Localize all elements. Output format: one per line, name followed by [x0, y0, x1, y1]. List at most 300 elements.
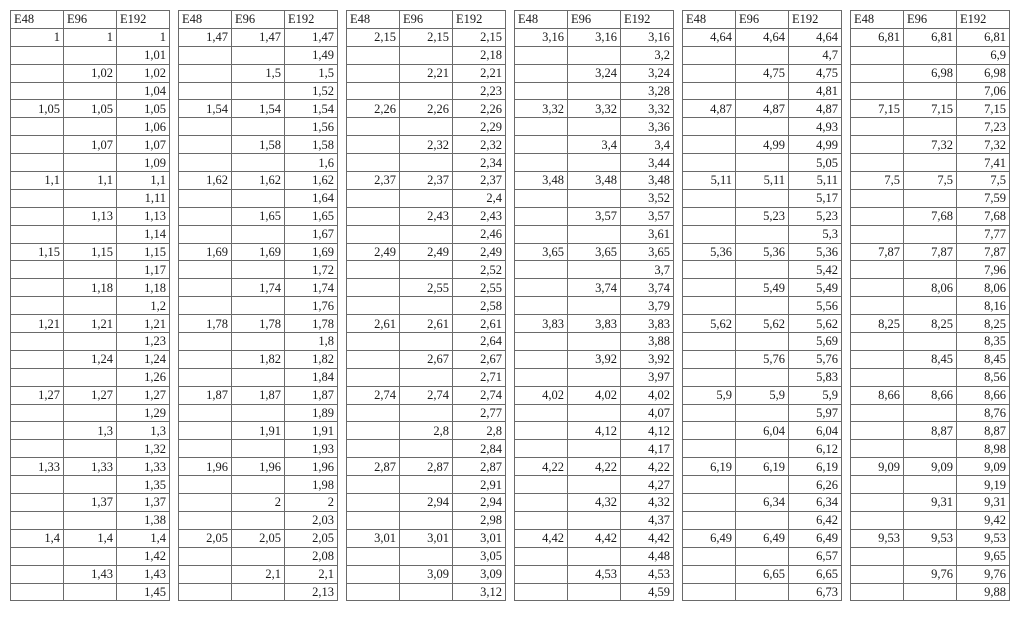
table-row — [683, 154, 842, 172]
table-row — [515, 333, 674, 351]
cell-e192: 1,17 — [117, 261, 170, 279]
table-row — [347, 476, 506, 494]
cell-e48 — [515, 154, 568, 172]
cell-e192: 7,23 — [957, 118, 1010, 136]
cell-e96: 6,81 — [904, 28, 957, 46]
cell-e48: 5,36 — [683, 243, 736, 261]
cell-e48 — [11, 333, 64, 351]
cell-e48 — [11, 547, 64, 565]
cell-e96 — [232, 476, 285, 494]
table-row — [515, 100, 674, 118]
column-header-e48: E48 — [179, 11, 232, 29]
table-row — [11, 440, 170, 458]
cell-e48 — [179, 511, 232, 529]
cell-e192: 3,12 — [453, 583, 506, 601]
cell-e48: 1,15 — [11, 243, 64, 261]
table-row — [515, 458, 674, 476]
cell-e96 — [400, 333, 453, 351]
cell-e192: 1,54 — [285, 100, 338, 118]
cell-e48 — [347, 118, 400, 136]
cell-e96 — [64, 440, 117, 458]
table-row — [851, 297, 1010, 315]
cell-e96: 6,49 — [736, 529, 789, 547]
cell-e48 — [11, 154, 64, 172]
cell-e96: 9,09 — [904, 458, 957, 476]
cell-e96 — [904, 189, 957, 207]
cell-e48: 1,47 — [179, 28, 232, 46]
cell-e96: 2,05 — [232, 529, 285, 547]
cell-e48 — [515, 350, 568, 368]
table-row — [347, 583, 506, 601]
cell-e96: 6,19 — [736, 458, 789, 476]
cell-e192: 8,25 — [957, 315, 1010, 333]
header-row — [515, 11, 674, 29]
cell-e192: 1,4 — [117, 529, 170, 547]
cell-e96: 1,27 — [64, 386, 117, 404]
cell-e192: 4,22 — [621, 458, 674, 476]
cell-e192: 1,69 — [285, 243, 338, 261]
cell-e192: 3,74 — [621, 279, 674, 297]
cell-e192: 7,06 — [957, 82, 1010, 100]
cell-e48 — [179, 297, 232, 315]
cell-e192: 1,06 — [117, 118, 170, 136]
cell-e96 — [568, 189, 621, 207]
cell-e192: 1,13 — [117, 207, 170, 225]
cell-e96: 1,62 — [232, 172, 285, 190]
cell-e96 — [568, 368, 621, 386]
cell-e96 — [736, 368, 789, 386]
cell-e192: 2,52 — [453, 261, 506, 279]
cell-e192: 7,5 — [957, 172, 1010, 190]
table-row — [515, 565, 674, 583]
cell-e192: 5,62 — [789, 315, 842, 333]
cell-e48 — [683, 225, 736, 243]
table-row — [11, 350, 170, 368]
cell-e96 — [568, 583, 621, 601]
cell-e96 — [400, 189, 453, 207]
cell-e192: 2,84 — [453, 440, 506, 458]
cell-e96: 2,21 — [400, 64, 453, 82]
header-row — [179, 11, 338, 29]
cell-e96 — [232, 368, 285, 386]
cell-e96 — [736, 333, 789, 351]
cell-e192: 4,93 — [789, 118, 842, 136]
table-row — [851, 207, 1010, 225]
cell-e48: 2,26 — [347, 100, 400, 118]
table-row — [851, 529, 1010, 547]
cell-e96: 1,5 — [232, 64, 285, 82]
column-header-e48: E48 — [515, 11, 568, 29]
cell-e96 — [232, 297, 285, 315]
cell-e96: 8,66 — [904, 386, 957, 404]
cell-e96 — [904, 476, 957, 494]
cell-e96: 2,87 — [400, 458, 453, 476]
cell-e96 — [736, 118, 789, 136]
series-block-1 — [10, 10, 170, 601]
cell-e48 — [11, 511, 64, 529]
table-row — [851, 458, 1010, 476]
table-row — [683, 440, 842, 458]
cell-e192: 7,41 — [957, 154, 1010, 172]
column-header-e96: E96 — [232, 11, 285, 29]
cell-e48 — [683, 64, 736, 82]
table-row — [683, 368, 842, 386]
cell-e96 — [568, 82, 621, 100]
cell-e192: 8,45 — [957, 350, 1010, 368]
cell-e96: 1,07 — [64, 136, 117, 154]
cell-e48: 9,53 — [851, 529, 904, 547]
table-row — [347, 368, 506, 386]
cell-e96: 4,42 — [568, 529, 621, 547]
cell-e48 — [179, 154, 232, 172]
cell-e192: 1,29 — [117, 404, 170, 422]
table-row — [179, 225, 338, 243]
cell-e96 — [736, 297, 789, 315]
cell-e96 — [736, 82, 789, 100]
column-header-e96: E96 — [400, 11, 453, 29]
table-row — [179, 297, 338, 315]
cell-e96: 1,74 — [232, 279, 285, 297]
table-row — [179, 279, 338, 297]
cell-e96: 8,45 — [904, 350, 957, 368]
cell-e48: 6,81 — [851, 28, 904, 46]
cell-e48 — [11, 368, 64, 386]
cell-e48 — [851, 476, 904, 494]
cell-e192: 5,69 — [789, 333, 842, 351]
cell-e192: 2,18 — [453, 46, 506, 64]
cell-e48 — [347, 547, 400, 565]
cell-e48 — [515, 368, 568, 386]
table-row — [851, 100, 1010, 118]
table-row — [11, 511, 170, 529]
cell-e192: 4,99 — [789, 136, 842, 154]
cell-e48 — [347, 565, 400, 583]
table-row — [851, 494, 1010, 512]
cell-e192: 8,66 — [957, 386, 1010, 404]
cell-e192: 2,05 — [285, 529, 338, 547]
cell-e192: 3,2 — [621, 46, 674, 64]
table-row — [11, 189, 170, 207]
cell-e96 — [904, 261, 957, 279]
cell-e192: 7,32 — [957, 136, 1010, 154]
cell-e48 — [683, 136, 736, 154]
cell-e48 — [851, 333, 904, 351]
cell-e192: 1,26 — [117, 368, 170, 386]
cell-e48: 3,01 — [347, 529, 400, 547]
cell-e192: 3,32 — [621, 100, 674, 118]
table-row — [515, 46, 674, 64]
table-row — [11, 368, 170, 386]
cell-e96: 1 — [64, 28, 117, 46]
cell-e96 — [568, 118, 621, 136]
cell-e48 — [11, 261, 64, 279]
cell-e48 — [851, 225, 904, 243]
table-row — [851, 189, 1010, 207]
table-row — [11, 476, 170, 494]
table-row — [515, 28, 674, 46]
cell-e192: 3,61 — [621, 225, 674, 243]
cell-e96 — [232, 404, 285, 422]
cell-e48 — [347, 583, 400, 601]
cell-e48 — [347, 279, 400, 297]
cell-e192: 1,87 — [285, 386, 338, 404]
cell-e192: 1,38 — [117, 511, 170, 529]
cell-e48: 8,66 — [851, 386, 904, 404]
cell-e192: 7,59 — [957, 189, 1010, 207]
cell-e48 — [683, 440, 736, 458]
cell-e96: 5,11 — [736, 172, 789, 190]
cell-e96: 6,34 — [736, 494, 789, 512]
table-row — [683, 476, 842, 494]
table-row — [347, 243, 506, 261]
cell-e96 — [64, 404, 117, 422]
table-row — [683, 547, 842, 565]
table-row — [347, 64, 506, 82]
cell-e96: 1,1 — [64, 172, 117, 190]
table-row — [179, 583, 338, 601]
cell-e96: 2,37 — [400, 172, 453, 190]
cell-e96 — [904, 583, 957, 601]
table-row — [683, 333, 842, 351]
cell-e192: 6,57 — [789, 547, 842, 565]
table-row — [11, 118, 170, 136]
cell-e192: 3,7 — [621, 261, 674, 279]
cell-e48 — [179, 279, 232, 297]
table-row — [179, 511, 338, 529]
cell-e96: 5,76 — [736, 350, 789, 368]
cell-e48: 1,69 — [179, 243, 232, 261]
cell-e96 — [400, 368, 453, 386]
cell-e192: 2,08 — [285, 547, 338, 565]
cell-e48 — [179, 136, 232, 154]
cell-e96: 3,16 — [568, 28, 621, 46]
table-row — [347, 136, 506, 154]
cell-e48: 6,19 — [683, 458, 736, 476]
cell-e48 — [179, 350, 232, 368]
column-header-e96: E96 — [904, 11, 957, 29]
table-row — [851, 368, 1010, 386]
table-row — [347, 207, 506, 225]
cell-e192: 4,27 — [621, 476, 674, 494]
table-row — [515, 476, 674, 494]
table-row — [683, 118, 842, 136]
cell-e48: 2,49 — [347, 243, 400, 261]
cell-e96: 6,98 — [904, 64, 957, 82]
cell-e96 — [736, 583, 789, 601]
table-row — [347, 279, 506, 297]
table-row — [11, 333, 170, 351]
table-row — [11, 297, 170, 315]
table-row — [347, 422, 506, 440]
cell-e96: 4,53 — [568, 565, 621, 583]
table-row — [851, 279, 1010, 297]
cell-e192: 2,67 — [453, 350, 506, 368]
column-header-e192: E192 — [621, 11, 674, 29]
cell-e96 — [568, 440, 621, 458]
cell-e192: 8,06 — [957, 279, 1010, 297]
cell-e48 — [515, 46, 568, 64]
cell-e48 — [11, 422, 64, 440]
cell-e96: 8,87 — [904, 422, 957, 440]
cell-e96: 5,62 — [736, 315, 789, 333]
table-row — [347, 529, 506, 547]
cell-e48 — [515, 440, 568, 458]
table-row — [347, 565, 506, 583]
cell-e96: 5,49 — [736, 279, 789, 297]
cell-e96: 4,64 — [736, 28, 789, 46]
cell-e192: 2,98 — [453, 511, 506, 529]
cell-e48 — [683, 547, 736, 565]
cell-e192: 2,94 — [453, 494, 506, 512]
cell-e48 — [347, 154, 400, 172]
table-row — [683, 529, 842, 547]
cell-e48: 1,4 — [11, 529, 64, 547]
cell-e192: 8,16 — [957, 297, 1010, 315]
cell-e96: 7,15 — [904, 100, 957, 118]
series-block-4 — [514, 10, 674, 601]
cell-e192: 1,6 — [285, 154, 338, 172]
cell-e192: 3,24 — [621, 64, 674, 82]
table-row — [515, 64, 674, 82]
cell-e192: 1,01 — [117, 46, 170, 64]
cell-e48 — [851, 261, 904, 279]
cell-e192: 2,15 — [453, 28, 506, 46]
cell-e48 — [179, 422, 232, 440]
cell-e192: 1,27 — [117, 386, 170, 404]
cell-e48: 2,37 — [347, 172, 400, 190]
table-row — [683, 565, 842, 583]
cell-e48 — [179, 333, 232, 351]
table-row — [11, 136, 170, 154]
cell-e96: 3,4 — [568, 136, 621, 154]
cell-e192: 1,8 — [285, 333, 338, 351]
cell-e48: 1,27 — [11, 386, 64, 404]
cell-e96 — [64, 297, 117, 315]
cell-e96 — [400, 404, 453, 422]
cell-e48: 2,61 — [347, 315, 400, 333]
cell-e96 — [568, 46, 621, 64]
cell-e96: 9,76 — [904, 565, 957, 583]
table-row — [515, 386, 674, 404]
cell-e96 — [64, 118, 117, 136]
table-row — [11, 386, 170, 404]
cell-e96 — [232, 261, 285, 279]
cell-e96 — [400, 297, 453, 315]
cell-e192: 4,7 — [789, 46, 842, 64]
cell-e48 — [11, 440, 64, 458]
table-row — [347, 225, 506, 243]
cell-e96: 1,69 — [232, 243, 285, 261]
cell-e48 — [515, 82, 568, 100]
column-header-e48: E48 — [347, 11, 400, 29]
table-row — [11, 458, 170, 476]
cell-e192: 1,56 — [285, 118, 338, 136]
table-row — [347, 154, 506, 172]
table-row — [11, 529, 170, 547]
table-row — [11, 565, 170, 583]
cell-e48 — [515, 64, 568, 82]
table-row — [851, 386, 1010, 404]
cell-e48 — [515, 422, 568, 440]
cell-e48 — [515, 225, 568, 243]
cell-e192: 1,43 — [117, 565, 170, 583]
table-row — [179, 565, 338, 583]
table-row — [515, 583, 674, 601]
table-row — [179, 46, 338, 64]
cell-e48: 1,05 — [11, 100, 64, 118]
cell-e192: 4,17 — [621, 440, 674, 458]
table-row — [179, 82, 338, 100]
cell-e96 — [400, 440, 453, 458]
cell-e48 — [851, 279, 904, 297]
cell-e48 — [683, 565, 736, 583]
table-row — [179, 350, 338, 368]
cell-e192: 5,11 — [789, 172, 842, 190]
cell-e48 — [683, 261, 736, 279]
table-row — [515, 315, 674, 333]
cell-e192: 4,81 — [789, 82, 842, 100]
cell-e192: 3,09 — [453, 565, 506, 583]
cell-e192: 1,91 — [285, 422, 338, 440]
cell-e96 — [568, 297, 621, 315]
cell-e96: 1,18 — [64, 279, 117, 297]
column-header-e96: E96 — [64, 11, 117, 29]
cell-e48 — [683, 511, 736, 529]
cell-e192: 1,52 — [285, 82, 338, 100]
table-row — [179, 154, 338, 172]
cell-e48 — [11, 189, 64, 207]
cell-e96 — [64, 261, 117, 279]
cell-e96: 7,87 — [904, 243, 957, 261]
table-row — [11, 64, 170, 82]
table-row — [179, 64, 338, 82]
cell-e48 — [11, 118, 64, 136]
cell-e192: 1,04 — [117, 82, 170, 100]
table-row — [347, 404, 506, 422]
cell-e48: 3,16 — [515, 28, 568, 46]
cell-e192: 3,05 — [453, 547, 506, 565]
cell-e48 — [11, 404, 64, 422]
cell-e192: 2,58 — [453, 297, 506, 315]
cell-e48 — [683, 82, 736, 100]
cell-e48 — [515, 333, 568, 351]
table-row — [683, 207, 842, 225]
cell-e48 — [347, 82, 400, 100]
cell-e192: 4,59 — [621, 583, 674, 601]
cell-e192: 6,34 — [789, 494, 842, 512]
cell-e96 — [736, 476, 789, 494]
table-row — [851, 440, 1010, 458]
cell-e96 — [64, 368, 117, 386]
table-row — [683, 64, 842, 82]
cell-e48 — [851, 547, 904, 565]
cell-e48 — [347, 46, 400, 64]
cell-e48: 2,74 — [347, 386, 400, 404]
cell-e96 — [736, 189, 789, 207]
cell-e192: 9,19 — [957, 476, 1010, 494]
cell-e192: 1,07 — [117, 136, 170, 154]
cell-e96 — [64, 225, 117, 243]
cell-e48 — [851, 422, 904, 440]
cell-e48 — [851, 118, 904, 136]
table-row — [11, 422, 170, 440]
table-row — [515, 172, 674, 190]
cell-e96: 1,4 — [64, 529, 117, 547]
cell-e192: 1,67 — [285, 225, 338, 243]
table-row — [11, 207, 170, 225]
cell-e192: 1,58 — [285, 136, 338, 154]
cell-e192: 2,43 — [453, 207, 506, 225]
